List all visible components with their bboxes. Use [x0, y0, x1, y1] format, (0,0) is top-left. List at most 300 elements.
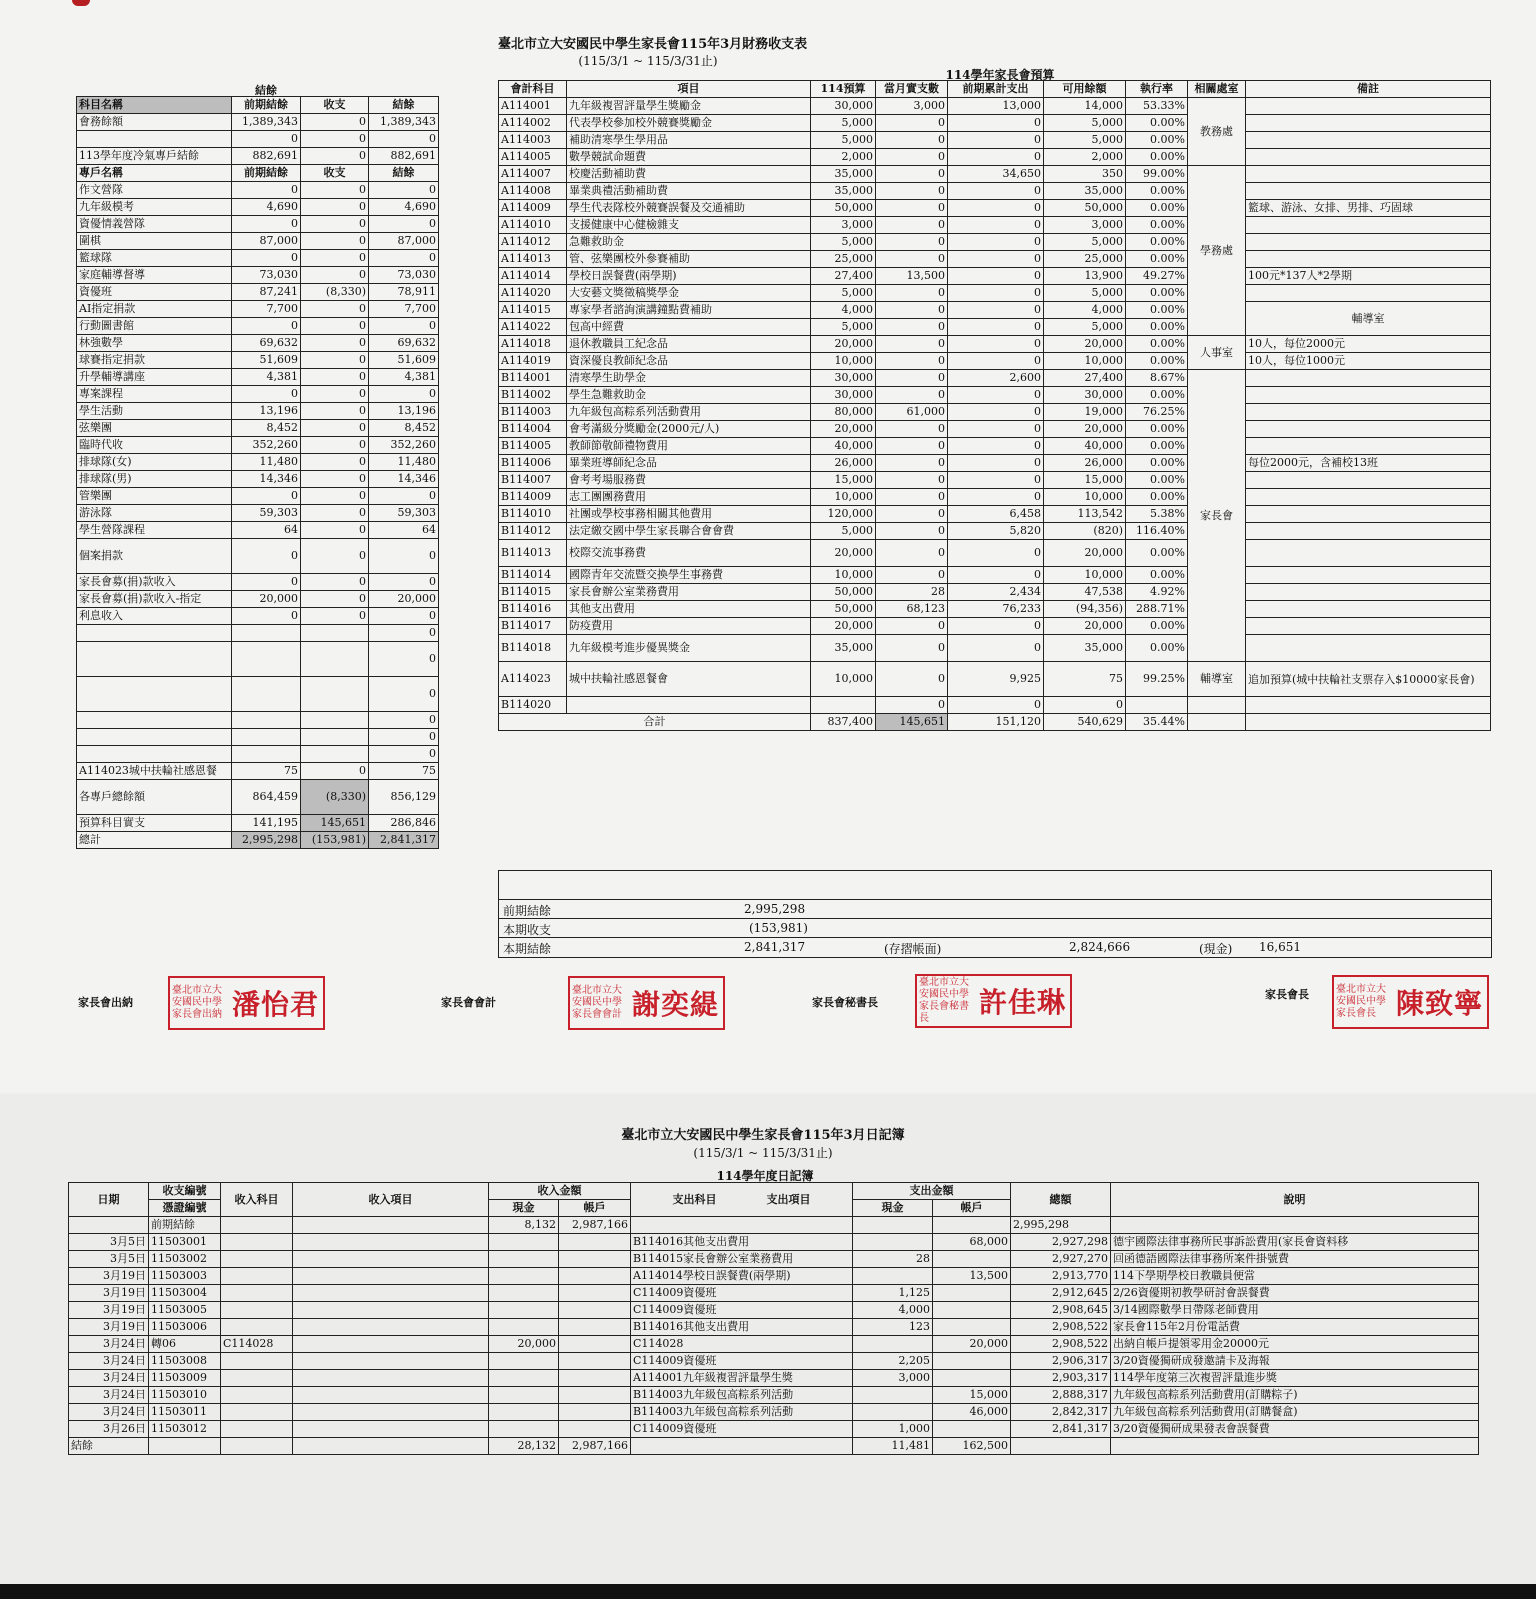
- table-row: [77, 488, 439, 505]
- table-cell: 5,000: [811, 523, 876, 540]
- table-cell: 0.00%: [1126, 618, 1188, 635]
- table-cell: 2,000: [811, 149, 876, 166]
- table-cell: 0: [301, 233, 369, 250]
- note-cell: [1246, 635, 1491, 662]
- signature-label-cashier: 家長會出納: [78, 996, 133, 1009]
- table-cell: 141,195: [232, 815, 301, 832]
- table-cell: 0: [876, 438, 948, 455]
- note-cell: [1246, 166, 1491, 183]
- cash-label: (現金): [1199, 942, 1233, 956]
- table-cell: B114014: [499, 567, 567, 584]
- expense-item-header: 支出項目: [766, 1192, 811, 1206]
- table-cell: 0: [948, 697, 1044, 714]
- table-cell: B114006: [499, 455, 567, 472]
- table-cell: [559, 1387, 631, 1404]
- table-cell: 0: [948, 336, 1044, 353]
- expense-account-header: 支出科目: [672, 1192, 717, 1206]
- table-cell: (8,330): [301, 780, 369, 815]
- table-cell: [853, 1268, 933, 1285]
- table-cell: 0: [876, 618, 948, 635]
- table-cell: 3月19日: [69, 1285, 149, 1302]
- table-cell: 27,400: [1044, 370, 1126, 387]
- table-row: [77, 335, 439, 352]
- table-cell: 0: [876, 523, 948, 540]
- table-cell: 5,000: [811, 132, 876, 149]
- table-cell: [489, 1319, 559, 1336]
- table-cell: 0: [876, 662, 948, 697]
- table-cell: 合計: [499, 714, 811, 731]
- table-cell: 0: [948, 404, 1044, 421]
- table-cell: 99.25%: [1126, 662, 1188, 697]
- table-cell: 0: [369, 712, 439, 729]
- table-cell: [232, 746, 301, 763]
- table-cell: 0: [948, 567, 1044, 584]
- table-cell: 清寒學生助學金: [567, 370, 811, 387]
- table-row: [77, 591, 439, 608]
- table-cell: 家長會辦公室業務費用: [567, 584, 811, 601]
- journal-row: [69, 1285, 1479, 1302]
- table-cell: 4,000: [1044, 302, 1126, 319]
- budget-row: [499, 353, 1491, 370]
- table-cell: 2,903,317: [1011, 1370, 1111, 1387]
- table-cell: 臨時代收: [77, 437, 232, 454]
- table-cell: 40,000: [811, 438, 876, 455]
- table-cell: B114009: [499, 489, 567, 506]
- end-balance-value: 2,841,317: [744, 940, 806, 954]
- table-cell: 10,000: [811, 662, 876, 697]
- table-cell: 68,123: [876, 601, 948, 618]
- table-cell: 0: [948, 489, 1044, 506]
- table-cell: 8.67%: [1126, 370, 1188, 387]
- table-cell: 145,651: [876, 714, 948, 731]
- budget-row: [499, 489, 1491, 506]
- table-cell: 0: [876, 149, 948, 166]
- budget-row: [499, 166, 1491, 183]
- table-cell: 151,120: [948, 714, 1044, 731]
- table-cell: 30,000: [811, 387, 876, 404]
- column-header: 說明: [1111, 1183, 1479, 1217]
- journal-row: [69, 1319, 1479, 1336]
- column-header: [631, 1183, 853, 1217]
- table-cell: 11503011: [149, 1404, 221, 1421]
- table-cell: B114015家長會辦公室業務費用: [631, 1251, 853, 1268]
- budget-row: [499, 506, 1491, 523]
- table-cell: 13,900: [1044, 268, 1126, 285]
- table-row: [77, 454, 439, 471]
- column-header: 收入金額: [489, 1183, 631, 1200]
- table-row: [77, 369, 439, 386]
- table-cell: 0: [301, 386, 369, 403]
- prev-balance-value: 2,995,298: [744, 902, 806, 916]
- table-cell: 0: [301, 267, 369, 284]
- table-cell: 4,381: [369, 369, 439, 386]
- table-cell: [293, 1438, 489, 1455]
- deposit-label: (存摺帳面): [884, 942, 942, 956]
- table-cell: [489, 1353, 559, 1370]
- table-cell: 13,500: [933, 1268, 1011, 1285]
- note-cell: 籃球、游泳、女排、男排、巧固球: [1246, 200, 1491, 217]
- table-cell: 退休教職員工紀念品: [567, 336, 811, 353]
- table-cell: [933, 1353, 1011, 1370]
- table-cell: 會考考場服務費: [567, 472, 811, 489]
- table-cell: 0: [301, 403, 369, 420]
- table-cell: 0: [232, 539, 301, 574]
- table-row: [77, 608, 439, 625]
- budget-row: [499, 132, 1491, 149]
- table-cell: 0: [948, 438, 1044, 455]
- table-cell: 學生代表隊校外競賽誤餐及交通補助: [567, 200, 811, 217]
- table-cell: 0: [876, 697, 948, 714]
- table-cell: 0.00%: [1126, 455, 1188, 472]
- table-cell: 2,434: [948, 584, 1044, 601]
- table-cell: 0: [369, 677, 439, 712]
- budget-row: [499, 200, 1491, 217]
- table-cell: 0: [876, 183, 948, 200]
- table-cell: 球賽指定捐款: [77, 352, 232, 369]
- table-cell: C114009資優班: [631, 1285, 853, 1302]
- budget-row: [499, 540, 1491, 567]
- table-cell: 0.00%: [1126, 438, 1188, 455]
- table-cell: [1111, 1438, 1479, 1455]
- table-cell: 352,260: [232, 437, 301, 454]
- table-cell: [232, 729, 301, 746]
- table-cell: 預算科目實支: [77, 815, 232, 832]
- table-cell: 5,000: [1044, 115, 1126, 132]
- table-cell: 3,000: [876, 98, 948, 115]
- table-cell: 10,000: [811, 353, 876, 370]
- table-cell: 0: [876, 370, 948, 387]
- table-cell: [559, 1319, 631, 1336]
- table-cell: 50,000: [1044, 200, 1126, 217]
- table-cell: 0: [301, 437, 369, 454]
- journal-row: [69, 1421, 1479, 1438]
- journal-row: [69, 1404, 1479, 1421]
- table-cell: 0.00%: [1126, 132, 1188, 149]
- table-cell: 145,651: [301, 815, 369, 832]
- budget-row: [499, 183, 1491, 200]
- budget-row: [499, 697, 1491, 714]
- table-cell: [232, 677, 301, 712]
- table-cell: 11503009: [149, 1370, 221, 1387]
- table-cell: 0: [876, 166, 948, 183]
- table-cell: 0: [369, 746, 439, 763]
- table-cell: [631, 1217, 853, 1234]
- table-cell: 4,690: [232, 199, 301, 216]
- table-cell: 4,000: [811, 302, 876, 319]
- table-cell: 2,987,166: [559, 1217, 631, 1234]
- table-cell: 20,000: [1044, 540, 1126, 567]
- table-cell: 0: [232, 250, 301, 267]
- table-cell: A114007: [499, 166, 567, 183]
- table-cell: 14,000: [1044, 98, 1126, 115]
- table-row: [77, 437, 439, 454]
- table-cell: 0: [232, 488, 301, 505]
- table-cell: 8,452: [369, 420, 439, 437]
- table-cell: [221, 1268, 293, 1285]
- table-cell: 畢業班導師紀念品: [567, 455, 811, 472]
- table-cell: 75: [1044, 662, 1126, 697]
- table-cell: 5,000: [811, 115, 876, 132]
- table-cell: 10,000: [1044, 567, 1126, 584]
- table-cell: 國際青年交流暨交換學生事務費: [567, 567, 811, 584]
- table-cell: 1,389,343: [232, 114, 301, 131]
- table-cell: [933, 1285, 1011, 1302]
- table-cell: 35,000: [811, 166, 876, 183]
- table-cell: 20,000: [232, 591, 301, 608]
- table-cell: B114015: [499, 584, 567, 601]
- table-cell: 30,000: [811, 98, 876, 115]
- table-cell: 0: [948, 472, 1044, 489]
- table-cell: 3月5日: [69, 1251, 149, 1268]
- table-cell: 13,196: [369, 403, 439, 420]
- table-cell: [221, 1234, 293, 1251]
- budget-row: [499, 421, 1491, 438]
- column-header: 科目名稱: [77, 97, 232, 114]
- table-cell: 九年級複習評量學生獎勵金: [567, 98, 811, 115]
- table-cell: 0: [948, 618, 1044, 635]
- table-cell: 2,995,298: [232, 832, 301, 849]
- table-cell: 學生活動: [77, 403, 232, 420]
- table-cell: A114015: [499, 302, 567, 319]
- table-cell: 0: [876, 540, 948, 567]
- column-header: 結餘: [369, 97, 439, 114]
- table-cell: [489, 1387, 559, 1404]
- table-cell: 管、弦樂團校外參賽補助: [567, 251, 811, 268]
- table-cell: 120,000: [811, 506, 876, 523]
- journal-table: [68, 1182, 1479, 1455]
- table-cell: 26,000: [1044, 455, 1126, 472]
- budget-row: [499, 336, 1491, 353]
- note-cell: [1246, 584, 1491, 601]
- table-cell: 4,690: [369, 199, 439, 216]
- table-cell: 2,841,317: [1011, 1421, 1111, 1438]
- table-cell: B114005: [499, 438, 567, 455]
- table-cell: 882,691: [232, 148, 301, 165]
- column-header: 日期: [69, 1183, 149, 1217]
- table-cell: 25,000: [1044, 251, 1126, 268]
- table-cell: [853, 1404, 933, 1421]
- table-cell: [293, 1217, 489, 1234]
- table-cell: 0.00%: [1126, 251, 1188, 268]
- table-cell: [293, 1404, 489, 1421]
- table-cell: 急難救助金: [567, 234, 811, 251]
- budget-row: [499, 455, 1491, 472]
- column-header: 相關處室: [1188, 81, 1246, 98]
- table-cell: [301, 712, 369, 729]
- table-cell: 回函德語國際法律事務所案件掛號費: [1111, 1251, 1479, 1268]
- table-row: [77, 131, 439, 148]
- column-header: 會計科目: [499, 81, 567, 98]
- table-cell: 35,000: [811, 635, 876, 662]
- table-cell: 資深優良教師紀念品: [567, 353, 811, 370]
- total-accounts-row: [77, 780, 439, 815]
- table-cell: 11503008: [149, 1353, 221, 1370]
- table-cell: 10,000: [1044, 353, 1126, 370]
- table-cell: 林強數學: [77, 335, 232, 352]
- table-cell: A114020: [499, 285, 567, 302]
- table-cell: 0: [876, 302, 948, 319]
- table-cell: 51,609: [232, 352, 301, 369]
- table-cell: 0.00%: [1126, 285, 1188, 302]
- note-cell: 10人，每位2000元: [1246, 336, 1491, 353]
- table-cell: [221, 1387, 293, 1404]
- table-cell: 法定繳交國中學生家長聯合會會費: [567, 523, 811, 540]
- table-cell: 11,480: [232, 454, 301, 471]
- table-cell: 8,132: [489, 1217, 559, 1234]
- table-cell: 0.00%: [1126, 336, 1188, 353]
- table-cell: 家長會募(捐)款收入-指定: [77, 591, 232, 608]
- journal-title: 臺北市立大安國民中學生家長會115年3月日記簿: [621, 1128, 905, 1143]
- table-cell: 0: [876, 285, 948, 302]
- table-cell: [293, 1336, 489, 1353]
- table-cell: A114014學校日誤餐費(兩學期): [631, 1268, 853, 1285]
- bottom-edge-bar: [0, 1584, 1536, 1599]
- table-cell: [567, 697, 811, 714]
- table-cell: 2,888,317: [1011, 1387, 1111, 1404]
- table-cell: 4.92%: [1126, 584, 1188, 601]
- note-cell: [1246, 489, 1491, 506]
- table-cell: (153,981): [301, 832, 369, 849]
- signature-label-secretary: 家長會秘書長: [812, 996, 878, 1009]
- table-cell: 行動圖書館: [77, 318, 232, 335]
- table-cell: 個案捐款: [77, 539, 232, 574]
- table-cell: 0: [301, 522, 369, 539]
- table-cell: (8,330): [301, 284, 369, 301]
- table-cell: 家長會115年2月份電話費: [1111, 1319, 1479, 1336]
- table-cell: 0: [232, 318, 301, 335]
- table-cell: [1246, 714, 1491, 731]
- table-cell: B114004: [499, 421, 567, 438]
- table-cell: 73,030: [369, 267, 439, 284]
- table-cell: [293, 1319, 489, 1336]
- budget-row: [499, 618, 1491, 635]
- table-cell: 11503006: [149, 1319, 221, 1336]
- table-cell: 27,400: [811, 268, 876, 285]
- deposit-value: 2,824,666: [1069, 940, 1131, 954]
- table-cell: 10,000: [811, 567, 876, 584]
- table-cell: 利息收入: [77, 608, 232, 625]
- table-cell: 作文營隊: [77, 182, 232, 199]
- table-cell: 35,000: [1044, 635, 1126, 662]
- table-cell: 0: [876, 132, 948, 149]
- table-cell: [293, 1421, 489, 1438]
- table-cell: 7,700: [232, 301, 301, 318]
- table-cell: [221, 1302, 293, 1319]
- table-row: [77, 763, 439, 780]
- table-cell: [232, 712, 301, 729]
- table-cell: 5,000: [1044, 319, 1126, 336]
- table-cell: 0: [232, 386, 301, 403]
- table-cell: 864,459: [232, 780, 301, 815]
- table-cell: 0: [232, 574, 301, 591]
- table-cell: [933, 1302, 1011, 1319]
- table-cell: 0.00%: [1126, 234, 1188, 251]
- note-cell: 追加預算(城中扶輪社支票存入$10000家長會): [1246, 662, 1491, 697]
- table-cell: [559, 1421, 631, 1438]
- table-cell: B114020: [499, 697, 567, 714]
- table-cell: 0: [232, 182, 301, 199]
- table-cell: 0: [301, 471, 369, 488]
- budget-row: [499, 251, 1491, 268]
- table-cell: [1188, 697, 1246, 714]
- balance-summary-box: [498, 870, 1492, 958]
- table-cell: 5,000: [1044, 234, 1126, 251]
- table-row: [77, 250, 439, 267]
- table-cell: A114013: [499, 251, 567, 268]
- table-cell: [221, 1404, 293, 1421]
- table-cell: [77, 131, 232, 148]
- table-cell: B114007: [499, 472, 567, 489]
- red-corner-mark: [72, 0, 90, 6]
- table-cell: 0: [369, 488, 439, 505]
- table-cell: 0: [948, 115, 1044, 132]
- table-cell: [232, 625, 301, 642]
- table-cell: 15,000: [1044, 472, 1126, 489]
- table-cell: 76.25%: [1126, 404, 1188, 421]
- table-cell: A114019: [499, 353, 567, 370]
- table-cell: 5,000: [811, 319, 876, 336]
- table-cell: [489, 1268, 559, 1285]
- table-cell: 學生急難救助金: [567, 387, 811, 404]
- table-cell: 0: [876, 567, 948, 584]
- table-cell: 3,000: [1044, 217, 1126, 234]
- table-cell: [559, 1302, 631, 1319]
- table-cell: 0: [301, 369, 369, 386]
- table-cell: 0: [369, 574, 439, 591]
- table-cell: 德宇國際法律事務所民事訴訟費用(家長會資料移: [1111, 1234, 1479, 1251]
- note-cell: [1246, 697, 1491, 714]
- office-cell: 教務處: [1188, 98, 1246, 166]
- table-cell: 0.00%: [1126, 302, 1188, 319]
- journal-subtitle: 114學年度日記簿: [716, 1169, 814, 1183]
- note-cell: [1246, 183, 1491, 200]
- budget-row: [499, 98, 1491, 115]
- table-cell: 0: [369, 250, 439, 267]
- column-header: 項目: [567, 81, 811, 98]
- table-cell: [853, 1336, 933, 1353]
- table-cell: 0: [301, 199, 369, 216]
- table-cell: C114028: [631, 1336, 853, 1353]
- seal-president: 臺北市立大安國民中學家長會長 陳致寧: [1332, 975, 1489, 1029]
- table-cell: 0: [301, 488, 369, 505]
- budget-row: [499, 567, 1491, 584]
- table-cell: 540,629: [1044, 714, 1126, 731]
- table-cell: 30,000: [1044, 387, 1126, 404]
- table-cell: 20,000: [933, 1336, 1011, 1353]
- table-cell: B114003: [499, 404, 567, 421]
- table-cell: 0.00%: [1126, 183, 1188, 200]
- table-cell: 0: [876, 421, 948, 438]
- table-row: [77, 284, 439, 301]
- table-cell: 九年級模考進步優異獎金: [567, 635, 811, 662]
- table-cell: 3/20資優獨研成果發表會誤餐費: [1111, 1421, 1479, 1438]
- table-cell: 0: [948, 132, 1044, 149]
- table-cell: 28: [853, 1251, 933, 1268]
- table-cell: 14,346: [369, 471, 439, 488]
- table-cell: 11503004: [149, 1285, 221, 1302]
- table-cell: 0: [948, 353, 1044, 370]
- table-cell: 3月24日: [69, 1404, 149, 1421]
- table-cell: 0: [369, 131, 439, 148]
- note-cell: [1246, 234, 1491, 251]
- table-cell: 會考滿級分獎勵金(2000元/人): [567, 421, 811, 438]
- table-cell: [1011, 1438, 1111, 1455]
- table-cell: 圍棋: [77, 233, 232, 250]
- table-cell: B114018: [499, 635, 567, 662]
- note-cell: 10人，每位1000元: [1246, 353, 1491, 370]
- table-cell: 20,000: [811, 421, 876, 438]
- table-row: [77, 386, 439, 403]
